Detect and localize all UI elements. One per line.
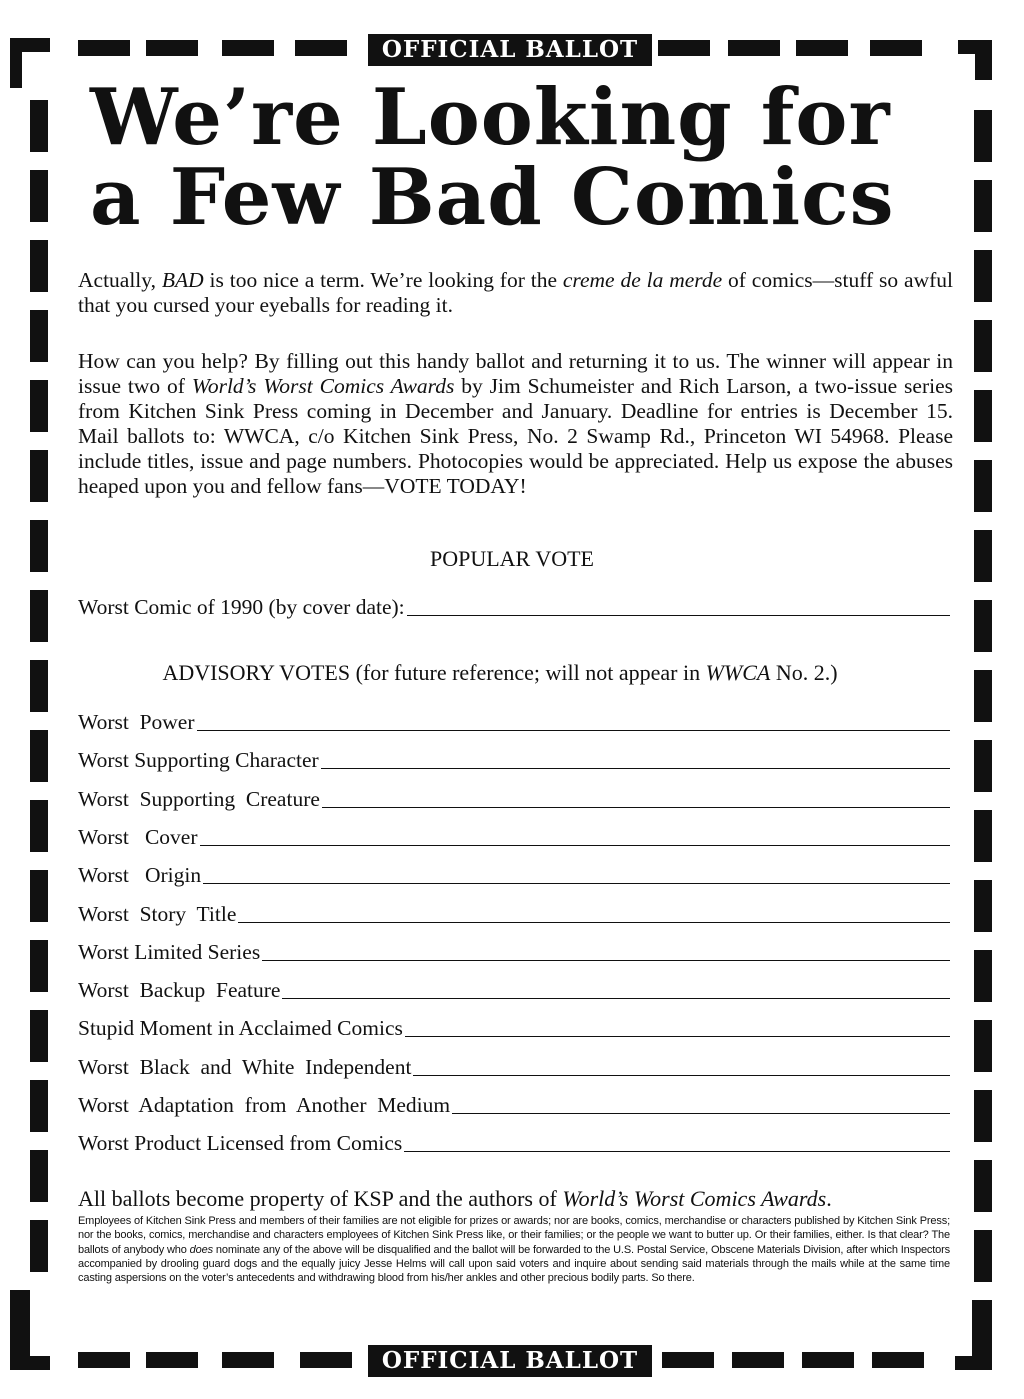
- category-field[interactable]: [78, 748, 950, 773]
- border-bar: [974, 250, 992, 302]
- border-bar: [974, 1020, 992, 1072]
- border-bar: [30, 870, 48, 922]
- border-bar: [796, 40, 848, 56]
- category-field[interactable]: [78, 863, 950, 888]
- border-bar: [222, 1352, 274, 1368]
- write-in-line[interactable]: [282, 998, 950, 999]
- title-line-2: a Few Bad Comics: [90, 152, 895, 243]
- border-bar: [872, 1352, 924, 1368]
- border-bar: [30, 450, 48, 502]
- border-bar: [974, 390, 992, 442]
- category-label: Worst Black and White Independent: [78, 1054, 412, 1079]
- help-text: How can you help? By filling out this handy ballot and returning it to us. The winner will appear in issue two of: [78, 349, 953, 398]
- border-bar: [30, 380, 48, 432]
- border-bar: [974, 880, 992, 932]
- official-ballot-banner-bottom: OFFICIAL BALLOT: [368, 1345, 652, 1377]
- advisory-title: WWCA: [705, 660, 771, 685]
- category-field[interactable]: [78, 787, 950, 812]
- advisory-text: No. 2.): [770, 660, 838, 685]
- border-bar: [974, 1160, 992, 1212]
- publication-title: World’s Worst Comics Awards: [191, 374, 455, 398]
- border-bar: [974, 1090, 992, 1142]
- border-bar: [30, 940, 48, 992]
- category-label: Stupid Moment in Acclaimed Comics: [78, 1016, 403, 1041]
- page-title: [90, 72, 895, 243]
- category-label: Worst Adaptation from Another Medium: [78, 1093, 451, 1117]
- border-bar: [78, 40, 130, 56]
- category-label: Worst Supporting Creature: [78, 786, 320, 811]
- write-in-line[interactable]: [200, 845, 951, 846]
- border-bar: [300, 1352, 352, 1368]
- border-bar: [974, 740, 992, 792]
- category-label: Worst Cover: [78, 824, 198, 849]
- fine-text: nominate any of the above will be disqualified and the ballot will be forwarded to the U.S. Postal Service, Obscene Materials Division, after which Inspectors accompanied by drooling guard dogs and the equally juicy Jesse Helms will call upon said voters and inquire about sending said materials through the mails while at the same time casting aspersions on the voter’s antecedents and withdrawing blood from his/her ankles and other precious bodily parts. So there.: [78, 1243, 951, 1285]
- border-bar: [30, 590, 48, 642]
- write-in-line[interactable]: [404, 1151, 950, 1152]
- border-bar: [10, 1356, 50, 1370]
- footer-text: .: [826, 1186, 832, 1211]
- intro-emphasis: BAD: [161, 268, 204, 292]
- border-bar: [732, 1352, 784, 1368]
- border-bar: [658, 40, 710, 56]
- category-label: Worst Origin: [78, 863, 202, 888]
- category-label: Worst Story Title: [78, 901, 237, 926]
- category-label: Worst Power: [78, 710, 195, 734]
- field-label: Worst Comic of 1990 (by cover date):: [78, 595, 405, 619]
- write-in-line[interactable]: [321, 768, 950, 769]
- official-ballot-banner-top: OFFICIAL BALLOT: [368, 34, 652, 66]
- category-label: Worst Backup Feature: [78, 978, 281, 1003]
- border-bar: [870, 40, 922, 56]
- border-bar: [974, 1230, 992, 1282]
- category-field[interactable]: [78, 940, 950, 965]
- border-bar: [30, 1220, 48, 1272]
- intro-text: is too nice a term. We’re looking for the: [203, 268, 563, 292]
- write-in-line[interactable]: [262, 960, 950, 961]
- border-bar: [974, 600, 992, 652]
- instructions-paragraph: [78, 349, 953, 499]
- intro-phrase: creme de la merde: [562, 268, 723, 292]
- border-bar: [30, 240, 48, 292]
- intro-paragraph: [78, 268, 953, 318]
- border-bar: [30, 100, 48, 152]
- footer-text: All ballots become property of KSP and the authors of: [78, 1186, 563, 1211]
- border-bar: [30, 730, 48, 782]
- write-in-line[interactable]: [405, 1036, 950, 1037]
- border-bar: [974, 950, 992, 1002]
- border-bar: [30, 1150, 48, 1202]
- border-bar: [10, 38, 50, 52]
- write-in-line[interactable]: [413, 1075, 950, 1076]
- category-label: Worst Supporting Character: [78, 748, 319, 773]
- category-field[interactable]: [78, 825, 950, 850]
- border-bar: [728, 40, 780, 56]
- write-in-line[interactable]: [452, 1113, 950, 1114]
- advisory-votes-heading: [0, 660, 1012, 686]
- popular-vote-field[interactable]: [78, 595, 950, 620]
- title-line-1: We’re Looking for: [90, 72, 891, 163]
- category-field[interactable]: [78, 1131, 950, 1156]
- advisory-text: ADVISORY VOTES (for future reference; will not appear in: [162, 660, 706, 685]
- border-bar: [222, 40, 274, 56]
- border-bar: [30, 1080, 48, 1132]
- border-bar: [802, 1352, 854, 1368]
- write-in-line[interactable]: [407, 615, 950, 616]
- border-bar: [295, 40, 347, 56]
- category-field[interactable]: [78, 1055, 950, 1080]
- border-bar: [146, 1352, 198, 1368]
- border-bar: [78, 1352, 130, 1368]
- footer-title: World’s Worst Comics Awards: [562, 1186, 827, 1211]
- border-bar: [662, 1352, 714, 1368]
- border-bar: [30, 1010, 48, 1062]
- border-bar: [30, 310, 48, 362]
- fine-print: [78, 1214, 950, 1285]
- category-label: Worst Product Licensed from Comics: [78, 1131, 403, 1156]
- border-bar: [974, 110, 992, 162]
- border-bar: [975, 40, 992, 80]
- category-field[interactable]: [78, 978, 950, 1003]
- category-field[interactable]: [78, 710, 950, 735]
- write-in-line[interactable]: [322, 807, 950, 808]
- border-bar: [30, 800, 48, 852]
- fine-text: Employees of Kitchen Sink Press and members of their families are not eligible for prizes or awards; nor are books, comics, merchandise or characters published by Kitchen Sink Press; nor the books, comics, merchandise and characters employees of Kitchen Sink Press like, or their families; or the people we want to butter up. Or their families, either. Is that clear? The ballots of anybody who: [78, 1215, 950, 1256]
- write-in-line[interactable]: [203, 883, 950, 884]
- intro-text: of comics—stuff so awful that you cursed your eyeballs for reading it.: [78, 268, 953, 317]
- border-bar: [974, 180, 992, 232]
- popular-vote-heading: POPULAR VOTE: [429, 546, 594, 571]
- category-field[interactable]: [78, 1016, 950, 1041]
- border-bar: [974, 460, 992, 512]
- write-in-line[interactable]: [197, 730, 950, 731]
- border-bar: [30, 170, 48, 222]
- help-text: by Jim Schumeister and Rich Larson, a two-issue series from Kitchen Sink Press coming in December and January. Deadline for entries is December 15. Mail ballots to: WWCA, c/o Kitchen Sink Press, No. 2 Swamp Rd., Princeton WI 54968. Please include titles, issue and page numbers. Photocopies would be appreciated. Help us expose the abuses heaped upon you and fellow fans—VOTE TODAY!: [78, 374, 953, 498]
- border-bar: [955, 1356, 992, 1370]
- fine-emphasis: does: [189, 1243, 213, 1256]
- category-field[interactable]: [78, 902, 950, 927]
- category-label: Worst Limited Series: [78, 939, 261, 964]
- footer-statement: [78, 1186, 950, 1212]
- intro-text: Actually,: [78, 268, 162, 292]
- write-in-line[interactable]: [238, 922, 950, 923]
- border-bar: [974, 810, 992, 862]
- border-bar: [146, 40, 198, 56]
- category-field[interactable]: [78, 1093, 950, 1118]
- border-bar: [974, 320, 992, 372]
